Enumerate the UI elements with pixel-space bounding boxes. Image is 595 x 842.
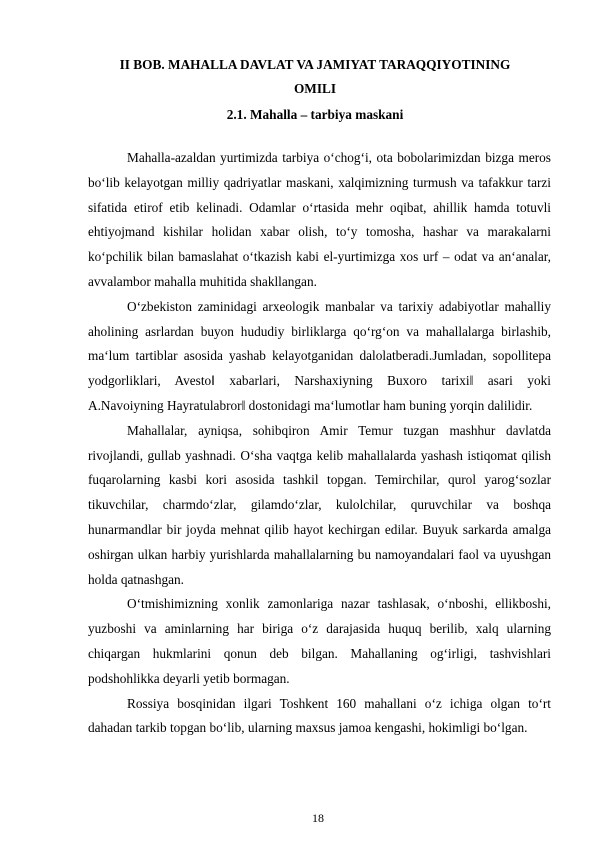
chapter-title-line-1: II BOB. MAHALLA DAVLAT VA JAMIYAT TARAQQIYOTINING (119, 57, 511, 72)
paragraph: Mahallalar, ayniqsa, sohibqiron Amir Temur tuzgan mashhur davlatda rivojlandi, gullab yashnadi. O‘sha vaqtga kelib mahallalarda yashash istiqomat qilish fuqarolarning kasbi kori asosida tashkil topgan. Temirchilar, qurol yarog‘sozlar tikuvchilar, charmdo‘zlar, gilamdo‘zlar, kulolchilar, quruvchilar va boshqa hunarmandlar bir joyda mehnat qilib hayot kechirgan edilar. Buyuk sarkarda amalga oshirgan ulkan harbiy yurishlarda mahallalarning bu namoyandalari faol va uyushgan holda qatnashgan. (88, 422, 551, 587)
paragraph: O‘tmishimizning xonlik zamonlariga nazar tashlasak, o‘nboshi, ellikboshi, yuzboshi va aminlarning har biriga o‘z darajasida huquq berilib, xalq ularning chiqargan hukmlarini qonun deb bilgan. Mahallaning og‘irligi, tashvishlari podshohlikka deyarli yetib bormagan. (88, 596, 551, 686)
chapter-title-line-2: OMILI (293, 81, 337, 96)
body-text (88, 146, 551, 741)
paragraph: Mahalla-azaldan yurtimizda tarbiya o‘chog‘i, ota bobolarimizdan bizga meros bo‘lib kelayotgan milliy qadriyatlar maskani, xalqimizning turmush va tafakkur tarzi sifatida etirof etib kelinadi. Odamlar o‘rtasida mehr oqibat, ahillik hamda totuvli ehtiyojmand kishilar holidan xabar olish, to‘y tomosha, hashar va marakalarni ko‘pchilik bilan bamaslahat o‘tkazish kabi el-yurtimizga xos urf – odat va an‘analar, avvalambor mahalla muhitida shakllangan. (88, 150, 551, 289)
section-title: 2.1. Mahalla – tarbiya maskani (226, 107, 404, 122)
page-number: 18 (312, 811, 324, 825)
paragraph: Rossiya bosqinidan ilgari Toshkent 160 mahallani o‘z ichiga olgan to‘rt dahadan tarkib topgan bo‘lib, ularning maxsus jamoa kengashi, hokimligi bo‘lgan. (88, 695, 551, 736)
paragraph: O‘zbekiston zaminidagi arxeologik manbalar va tarixiy adabiyotlar mahalliy aholining asrlardan buyon hududiy birliklarga qo‘rg‘on va mahallalarga birlashib, ma‘lum tartiblar asosida yashab kelayotganidan dalolatberadi.Jumladan, sopollitepa yodgorliklari, Avesto‖ xabarlari, Narshaxiyning Buxoro tarixi‖ asari yoki A.Navoiyning Hayratulabror‖ dostonidagi ma‘lumotlar ham buning yorqin dalilidir. (88, 298, 551, 413)
